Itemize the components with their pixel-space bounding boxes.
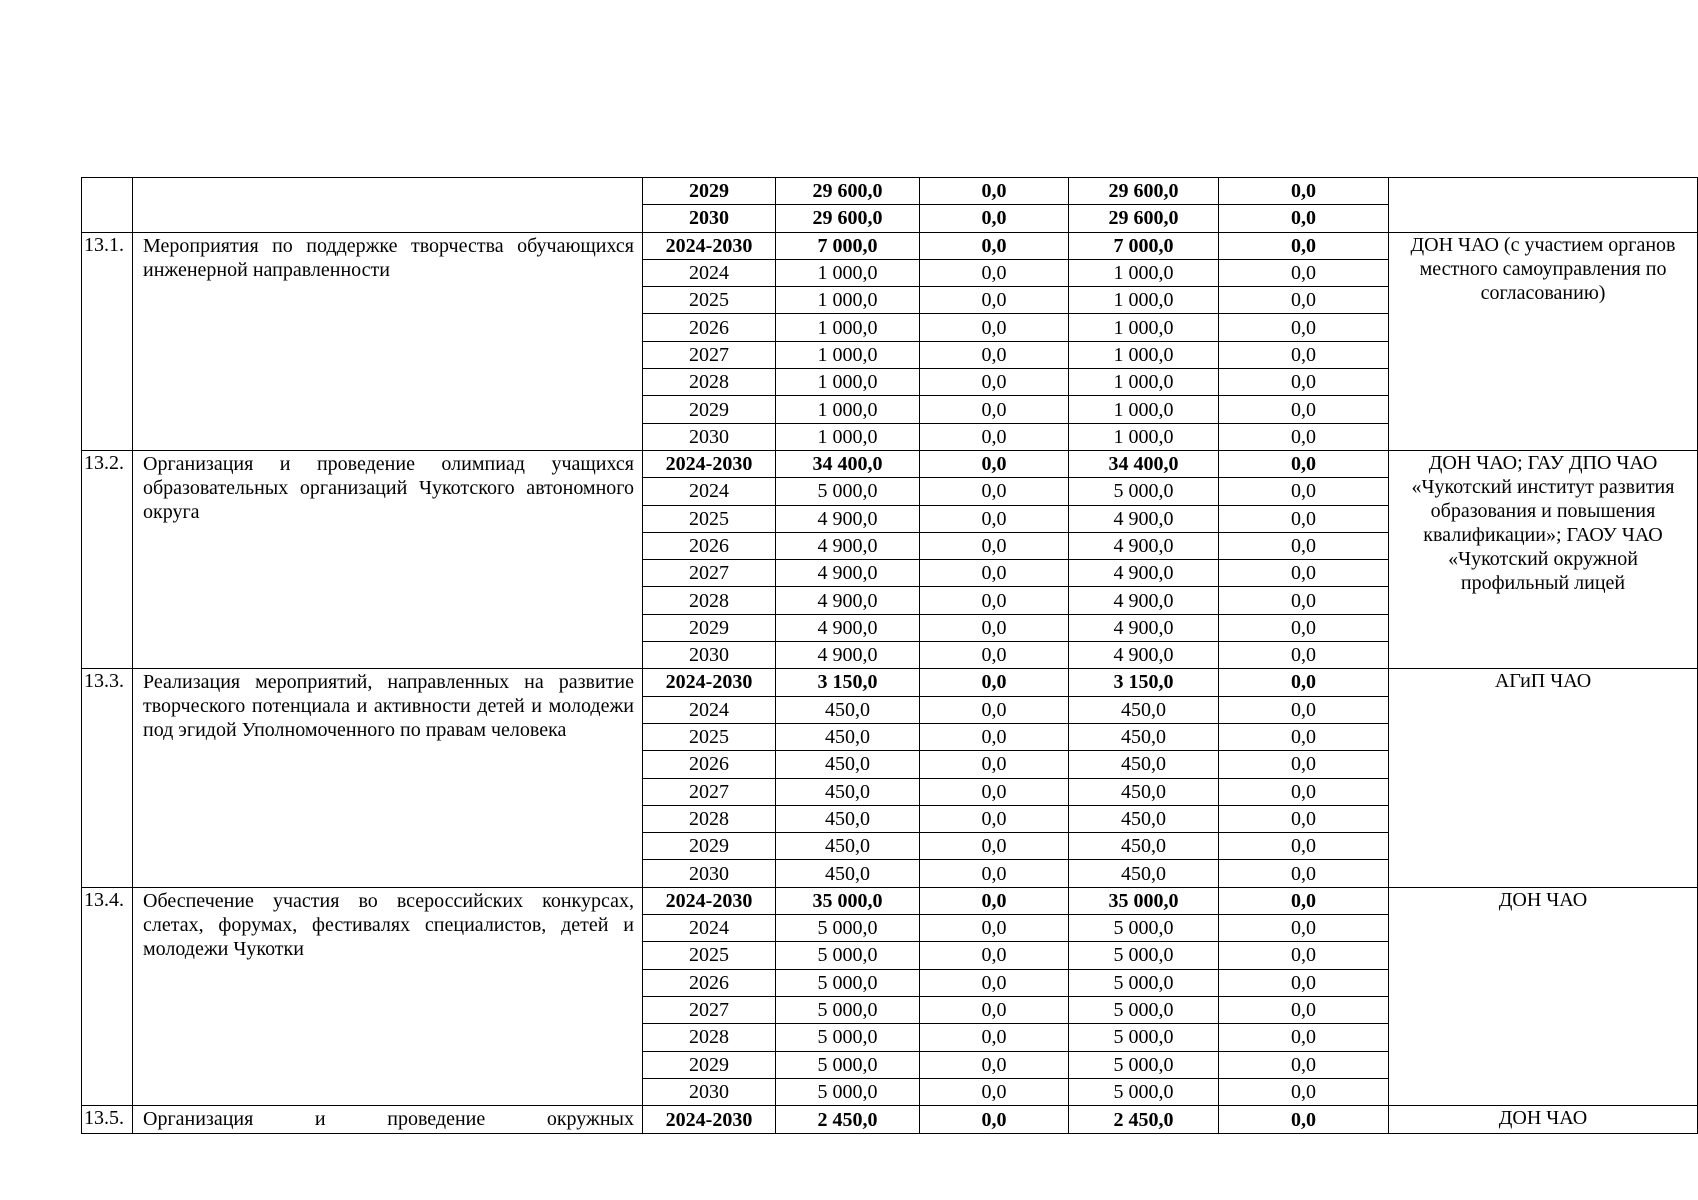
value-cell: 0,0 — [1219, 587, 1389, 614]
section-number: 13.5. — [82, 1106, 133, 1134]
value-cell: 1 000,0 — [1069, 314, 1219, 341]
name-cell-empty — [133, 178, 643, 233]
value-cell: 1 000,0 — [1069, 369, 1219, 396]
year-cell: 2029 — [643, 1051, 776, 1078]
number-cell-empty — [82, 178, 133, 233]
value-cell: 450,0 — [1069, 860, 1219, 887]
value-cell: 0,0 — [920, 587, 1069, 614]
year-cell: 2026 — [643, 751, 776, 778]
section-executor: ДОН ЧАО (с участием органов местного самоуправления по согласованию) — [1389, 232, 1698, 450]
value-cell: 0,0 — [920, 833, 1069, 860]
year-cell: 2030 — [643, 642, 776, 669]
value-cell: 0,0 — [1219, 778, 1389, 805]
executor-cell-empty — [1389, 178, 1698, 233]
year-cell: 2024 — [643, 915, 776, 942]
year-cell: 2025 — [643, 942, 776, 969]
year-cell: 2028 — [643, 1024, 776, 1051]
section-number: 13.3. — [82, 669, 133, 887]
value-cell: 0,0 — [920, 614, 1069, 641]
value-cell: 5 000,0 — [1069, 1051, 1219, 1078]
total-cell: 3 150,0 — [776, 669, 920, 696]
value-cell: 5 000,0 — [1069, 942, 1219, 969]
year-cell: 2029 — [643, 396, 776, 423]
year-cell: 2026 — [643, 314, 776, 341]
value-cell: 7 000,0 — [1069, 232, 1219, 259]
year-cell: 2029 — [643, 614, 776, 641]
value-cell: 0,0 — [920, 450, 1069, 477]
table-row — [82, 178, 1698, 205]
value-cell: 4 900,0 — [1069, 614, 1219, 641]
year-cell: 2030 — [643, 860, 776, 887]
value-cell: 0,0 — [920, 205, 1069, 232]
total-cell: 450,0 — [776, 805, 920, 832]
value-cell: 0,0 — [1219, 1051, 1389, 1078]
value-cell: 0,0 — [920, 287, 1069, 314]
value-cell: 0,0 — [920, 1051, 1069, 1078]
value-cell: 5 000,0 — [1069, 478, 1219, 505]
value-cell: 0,0 — [920, 969, 1069, 996]
table-row — [82, 232, 1698, 259]
year-cell: 2024 — [643, 259, 776, 286]
total-cell: 4 900,0 — [776, 532, 920, 559]
value-cell: 450,0 — [1069, 723, 1219, 750]
value-cell: 0,0 — [1219, 205, 1389, 232]
value-cell: 0,0 — [920, 532, 1069, 559]
value-cell: 0,0 — [920, 1106, 1069, 1134]
value-cell: 5 000,0 — [1069, 996, 1219, 1023]
total-cell: 450,0 — [776, 860, 920, 887]
value-cell: 0,0 — [1219, 259, 1389, 286]
total-cell: 450,0 — [776, 723, 920, 750]
value-cell: 0,0 — [1219, 178, 1389, 205]
total-cell: 1 000,0 — [776, 396, 920, 423]
value-cell: 0,0 — [920, 915, 1069, 942]
value-cell: 0,0 — [920, 669, 1069, 696]
value-cell: 0,0 — [920, 778, 1069, 805]
total-cell: 2 450,0 — [776, 1106, 920, 1134]
value-cell: 0,0 — [920, 341, 1069, 368]
value-cell: 450,0 — [1069, 751, 1219, 778]
value-cell: 0,0 — [1219, 369, 1389, 396]
value-cell: 35 000,0 — [1069, 887, 1219, 914]
total-cell: 1 000,0 — [776, 287, 920, 314]
total-cell: 29 600,0 — [776, 205, 920, 232]
value-cell: 4 900,0 — [1069, 587, 1219, 614]
year-cell: 2024-2030 — [643, 450, 776, 477]
total-cell: 1 000,0 — [776, 314, 920, 341]
section-name: Организация и проведение окружных — [133, 1106, 643, 1134]
year-cell: 2030 — [643, 205, 776, 232]
value-cell: 0,0 — [920, 642, 1069, 669]
value-cell: 0,0 — [1219, 969, 1389, 996]
total-cell: 34 400,0 — [776, 450, 920, 477]
year-cell: 2026 — [643, 532, 776, 559]
value-cell: 0,0 — [920, 805, 1069, 832]
value-cell: 0,0 — [920, 232, 1069, 259]
table-row — [82, 450, 1698, 477]
section-name: Организация и проведение олимпиад учащихся образовательных организаций Чукотского автономного округа — [133, 450, 643, 668]
value-cell: 5 000,0 — [1069, 1024, 1219, 1051]
value-cell: 4 900,0 — [1069, 642, 1219, 669]
value-cell: 0,0 — [1219, 423, 1389, 450]
value-cell: 0,0 — [1219, 614, 1389, 641]
value-cell: 1 000,0 — [1069, 341, 1219, 368]
year-cell: 2024-2030 — [643, 887, 776, 914]
section-name: Реализация мероприятий, направленных на развитие творческого потенциала и активности детей и молодежи под эгидой Уполномоченного по правам человека — [133, 669, 643, 887]
total-cell: 1 000,0 — [776, 259, 920, 286]
year-cell: 2030 — [643, 1078, 776, 1105]
value-cell: 0,0 — [920, 178, 1069, 205]
section-name: Мероприятия по поддержке творчества обучающихся инженерной направленности — [133, 232, 643, 450]
year-cell: 2024-2030 — [643, 669, 776, 696]
year-cell: 2025 — [643, 287, 776, 314]
value-cell: 0,0 — [920, 259, 1069, 286]
value-cell: 4 900,0 — [1069, 560, 1219, 587]
year-cell: 2028 — [643, 805, 776, 832]
year-cell: 2029 — [643, 833, 776, 860]
value-cell: 0,0 — [1219, 833, 1389, 860]
table-row — [82, 1106, 1698, 1134]
value-cell: 0,0 — [1219, 1078, 1389, 1105]
total-cell: 7 000,0 — [776, 232, 920, 259]
year-cell: 2025 — [643, 505, 776, 532]
value-cell: 0,0 — [920, 942, 1069, 969]
value-cell: 0,0 — [920, 423, 1069, 450]
total-cell: 4 900,0 — [776, 587, 920, 614]
value-cell: 0,0 — [920, 860, 1069, 887]
total-cell: 5 000,0 — [776, 996, 920, 1023]
value-cell: 0,0 — [1219, 942, 1389, 969]
value-cell: 450,0 — [1069, 805, 1219, 832]
value-cell: 0,0 — [1219, 723, 1389, 750]
year-cell: 2028 — [643, 369, 776, 396]
value-cell: 0,0 — [1219, 996, 1389, 1023]
table-row — [82, 669, 1698, 696]
total-cell: 450,0 — [776, 751, 920, 778]
value-cell: 0,0 — [1219, 805, 1389, 832]
total-cell: 5 000,0 — [776, 1078, 920, 1105]
value-cell: 2 450,0 — [1069, 1106, 1219, 1134]
year-cell: 2024-2030 — [643, 232, 776, 259]
value-cell: 0,0 — [1219, 396, 1389, 423]
total-cell: 5 000,0 — [776, 915, 920, 942]
value-cell: 0,0 — [1219, 915, 1389, 942]
year-cell: 2030 — [643, 423, 776, 450]
value-cell: 0,0 — [1219, 860, 1389, 887]
value-cell: 0,0 — [1219, 450, 1389, 477]
total-cell: 5 000,0 — [776, 1051, 920, 1078]
year-cell: 2028 — [643, 587, 776, 614]
value-cell: 450,0 — [1069, 696, 1219, 723]
program-table — [81, 177, 1698, 1134]
section-executor: ДОН ЧАО — [1389, 887, 1698, 1105]
value-cell: 0,0 — [1219, 341, 1389, 368]
value-cell: 0,0 — [920, 396, 1069, 423]
value-cell: 0,0 — [1219, 287, 1389, 314]
value-cell: 1 000,0 — [1069, 423, 1219, 450]
year-cell: 2027 — [643, 560, 776, 587]
section-number: 13.4. — [82, 887, 133, 1105]
year-cell: 2024 — [643, 478, 776, 505]
year-cell: 2024-2030 — [643, 1106, 776, 1134]
total-cell: 4 900,0 — [776, 614, 920, 641]
total-cell: 4 900,0 — [776, 505, 920, 532]
value-cell: 0,0 — [1219, 314, 1389, 341]
value-cell: 0,0 — [920, 505, 1069, 532]
value-cell: 0,0 — [920, 996, 1069, 1023]
value-cell: 0,0 — [920, 887, 1069, 914]
value-cell: 0,0 — [1219, 505, 1389, 532]
value-cell: 1 000,0 — [1069, 287, 1219, 314]
value-cell: 5 000,0 — [1069, 915, 1219, 942]
section-executor: ДОН ЧАО; ГАУ ДПО ЧАО «Чукотский институт развития образования и повышения квалификации»; ГАОУ ЧАО «Чукотский окружной профильный лицей — [1389, 450, 1698, 668]
value-cell: 1 000,0 — [1069, 259, 1219, 286]
total-cell: 5 000,0 — [776, 942, 920, 969]
section-executor: ДОН ЧАО — [1389, 1106, 1698, 1134]
value-cell: 29 600,0 — [1069, 178, 1219, 205]
value-cell: 450,0 — [1069, 833, 1219, 860]
value-cell: 5 000,0 — [1069, 1078, 1219, 1105]
value-cell: 29 600,0 — [1069, 205, 1219, 232]
total-cell: 1 000,0 — [776, 423, 920, 450]
year-cell: 2024 — [643, 696, 776, 723]
total-cell: 450,0 — [776, 778, 920, 805]
value-cell: 0,0 — [1219, 478, 1389, 505]
total-cell: 1 000,0 — [776, 341, 920, 368]
section-number: 13.2. — [82, 450, 133, 668]
total-cell: 5 000,0 — [776, 478, 920, 505]
value-cell: 0,0 — [920, 478, 1069, 505]
table-row — [82, 887, 1698, 914]
value-cell: 0,0 — [920, 723, 1069, 750]
value-cell: 1 000,0 — [1069, 396, 1219, 423]
total-cell: 4 900,0 — [776, 642, 920, 669]
value-cell: 0,0 — [1219, 560, 1389, 587]
value-cell: 0,0 — [1219, 669, 1389, 696]
section-executor: АГиП ЧАО — [1389, 669, 1698, 887]
value-cell: 3 150,0 — [1069, 669, 1219, 696]
value-cell: 0,0 — [1219, 1106, 1389, 1134]
value-cell: 0,0 — [920, 1024, 1069, 1051]
value-cell: 0,0 — [920, 314, 1069, 341]
total-cell: 5 000,0 — [776, 1024, 920, 1051]
value-cell: 0,0 — [920, 751, 1069, 778]
value-cell: 0,0 — [920, 560, 1069, 587]
year-cell: 2027 — [643, 778, 776, 805]
value-cell: 4 900,0 — [1069, 532, 1219, 559]
value-cell: 34 400,0 — [1069, 450, 1219, 477]
value-cell: 0,0 — [1219, 642, 1389, 669]
value-cell: 0,0 — [1219, 532, 1389, 559]
total-cell: 35 000,0 — [776, 887, 920, 914]
value-cell: 0,0 — [1219, 696, 1389, 723]
value-cell: 0,0 — [920, 696, 1069, 723]
table-body — [82, 178, 1698, 1134]
total-cell: 5 000,0 — [776, 969, 920, 996]
value-cell: 5 000,0 — [1069, 969, 1219, 996]
value-cell: 450,0 — [1069, 778, 1219, 805]
year-cell: 2025 — [643, 723, 776, 750]
year-cell: 2027 — [643, 996, 776, 1023]
total-cell: 4 900,0 — [776, 560, 920, 587]
total-cell: 450,0 — [776, 696, 920, 723]
value-cell: 0,0 — [1219, 751, 1389, 778]
total-cell: 29 600,0 — [776, 178, 920, 205]
value-cell: 4 900,0 — [1069, 505, 1219, 532]
year-cell: 2027 — [643, 341, 776, 368]
total-cell: 450,0 — [776, 833, 920, 860]
year-cell: 2029 — [643, 178, 776, 205]
value-cell: 0,0 — [920, 1078, 1069, 1105]
value-cell: 0,0 — [920, 369, 1069, 396]
section-number: 13.1. — [82, 232, 133, 450]
section-name: Обеспечение участия во всероссийских конкурсах, слетах, форумах, фестивалях специалистов, детей и молодежи Чукотки — [133, 887, 643, 1105]
value-cell: 0,0 — [1219, 232, 1389, 259]
value-cell: 0,0 — [1219, 887, 1389, 914]
total-cell: 1 000,0 — [776, 369, 920, 396]
year-cell: 2026 — [643, 969, 776, 996]
value-cell: 0,0 — [1219, 1024, 1389, 1051]
